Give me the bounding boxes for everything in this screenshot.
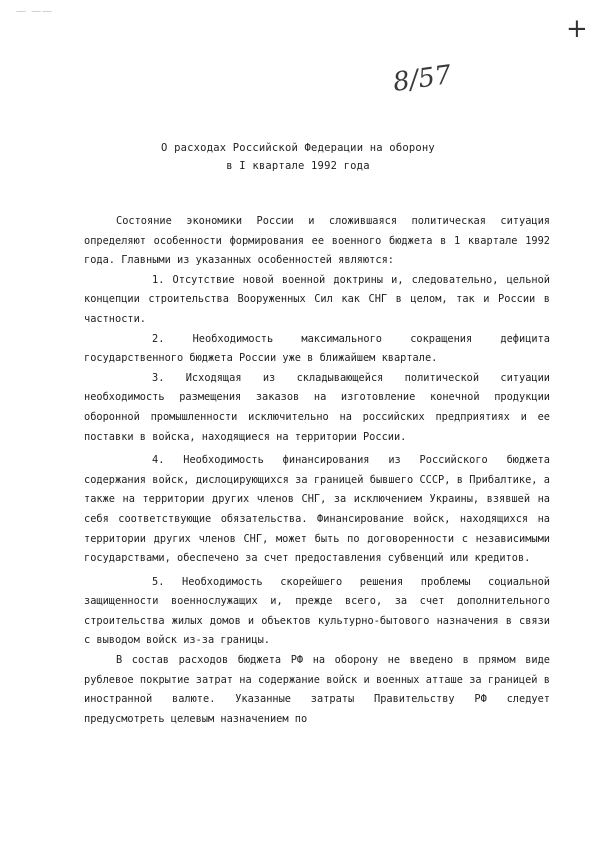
paragraph-item-1: 1. Отсутствие новой военной доктрины и, следовательно, цельной концепции строительства Вооруженных Сил как СНГ в целом, так и России в частности.: [84, 273, 550, 325]
paragraph-item-3: 3. Исходящая из складывающейся политической ситуации необходимость размещения заказов на изготовление конечной продукции оборонной промышленности исключительно на российских предприятиях и ее поставки в войска, находящиеся на территории России.: [84, 371, 550, 443]
paragraph-item-4: 4. Необходимость финансирования из Российского бюджета содержания войск, дислоцирующихся за границей бывшего СССР, в Прибалтике, а также на территории других членов СНГ, за исключением Украины, взявшей на себя соответствующие обязательства. Финансирование войск, находящихся на территории других членов СНГ, может быть по договоренности с независимыми государствами, обеспечено за счет предоставления субвенций или кредитов.: [84, 454, 550, 565]
paragraph-intro: Состояние экономики России и сложившаяся политическая ситуация определяют особенности формирования ее военного бюджета в 1 квартале 1992 года. Главными из указанных особенностей являются:: [84, 215, 550, 267]
handwritten-plus-mark: +: [566, 14, 588, 44]
handwritten-number: 8/57: [391, 60, 454, 98]
document-title-line-1: О расходах Российской Федерации на оборону: [161, 142, 435, 154]
document-body: [84, 212, 550, 729]
paragraph-item-5: 5. Необходимость скорейшего решения проблемы социальной защищенности военнослужащих и, прежде всего, за счет дополнительного строительства жилых домов и объектов культурно-бытового назначения в связи с выводом войск из-за границы.: [84, 575, 550, 647]
paragraph-budget-composition: В состав расходов бюджета РФ на оборону не введено в прямом виде рублевое покрытие затрат на содержание войск и военных атташе за границей в иностранной валюте. Указанные затраты Правительству РФ следует предусмотреть целевым назначением по: [84, 654, 550, 725]
top-left-mark: — ——: [16, 6, 54, 17]
document-title-line-2: в I квартале 1992 года: [226, 160, 370, 172]
paragraph-item-2: 2. Необходимость максимального сокращения дефицита государственного бюджета России уже в ближайшем квартале.: [84, 332, 550, 365]
